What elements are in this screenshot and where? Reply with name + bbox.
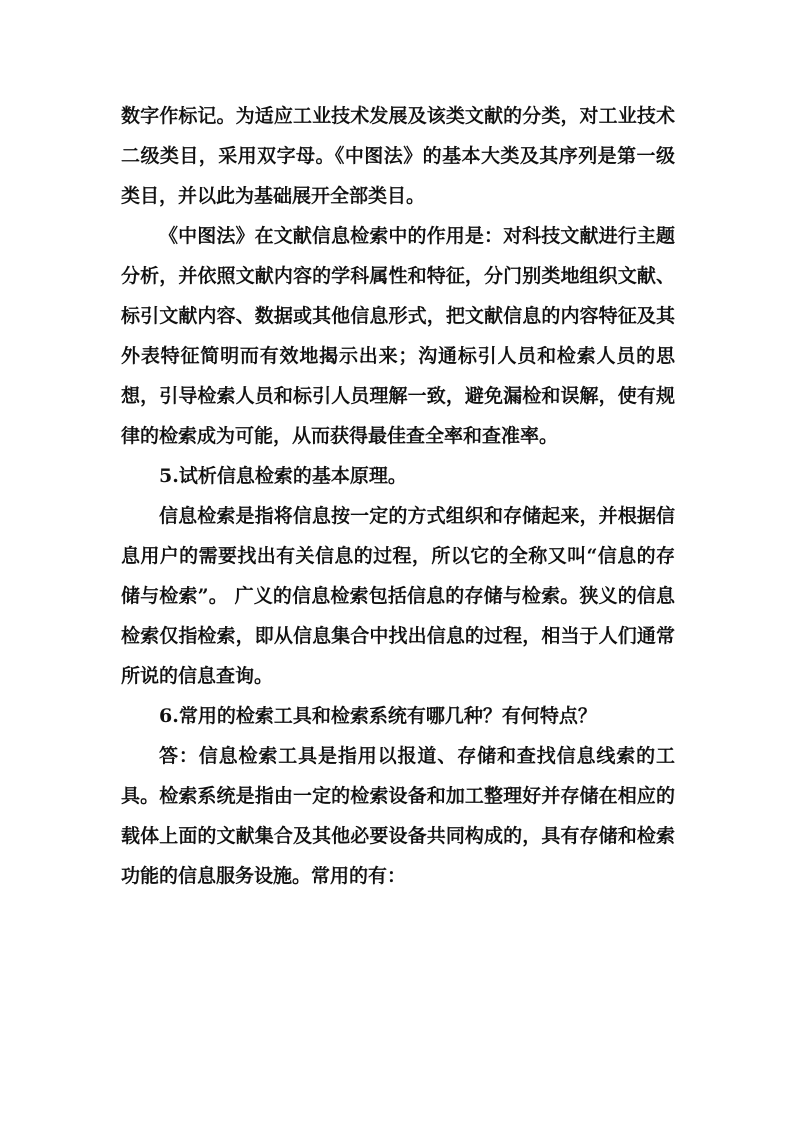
- question-5-heading: 5.试析信息检索的基本原理。: [159, 465, 407, 487]
- question-6-heading: 6.常用的检索工具和检索系统有哪几种？有何特点？: [159, 705, 597, 727]
- paragraph-classification-intro: 数字作标记。为适应工业技术发展及该类文献的分类，对工业技术二级类目，采用双字母。《中图法》的基本大类及其序列是第一级类目，并以此为基础展开全部类目。: [121, 105, 675, 207]
- paragraph-clc-role: 《中图法》在文献信息检索中的作用是：对科技文献进行主题分析，并依照文献内容的学科属性和特征，分门别类地组织文献、标引文献内容、数据或其他信息形式，把文献信息的内容特征及其外表特征简明而有效地揭示出来；沟通标引人员和检索人员的思想，引导检索人员和标引人员理解一致，避免漏检和误解，使有规律的检索成为可能，从而获得最佳查全率和查准率。: [121, 225, 675, 447]
- paragraph-retrieval-tools-answer: 答：信息检索工具是指用以报道、存储和查找信息线索的工具。检索系统是指由一定的检索设备和加工整理好并存储在相应的载体上面的文献集合及其他必要设备共同构成的，具有存储和检索功能的信息服务设施。常用的有：: [121, 745, 675, 887]
- document-body: [121, 96, 675, 896]
- paragraph-retrieval-principle: 信息检索是指将信息按一定的方式组织和存储起来，并根据信息用户的需要找出有关信息的过程，所以它的全称又叫“信息的存储与检索”。 广义的信息检索包括信息的存储与检索。狭义的信息检索仅指检索，即从信息集合中找出信息的过程，相当于人们通常所说的信息查询。: [121, 505, 675, 687]
